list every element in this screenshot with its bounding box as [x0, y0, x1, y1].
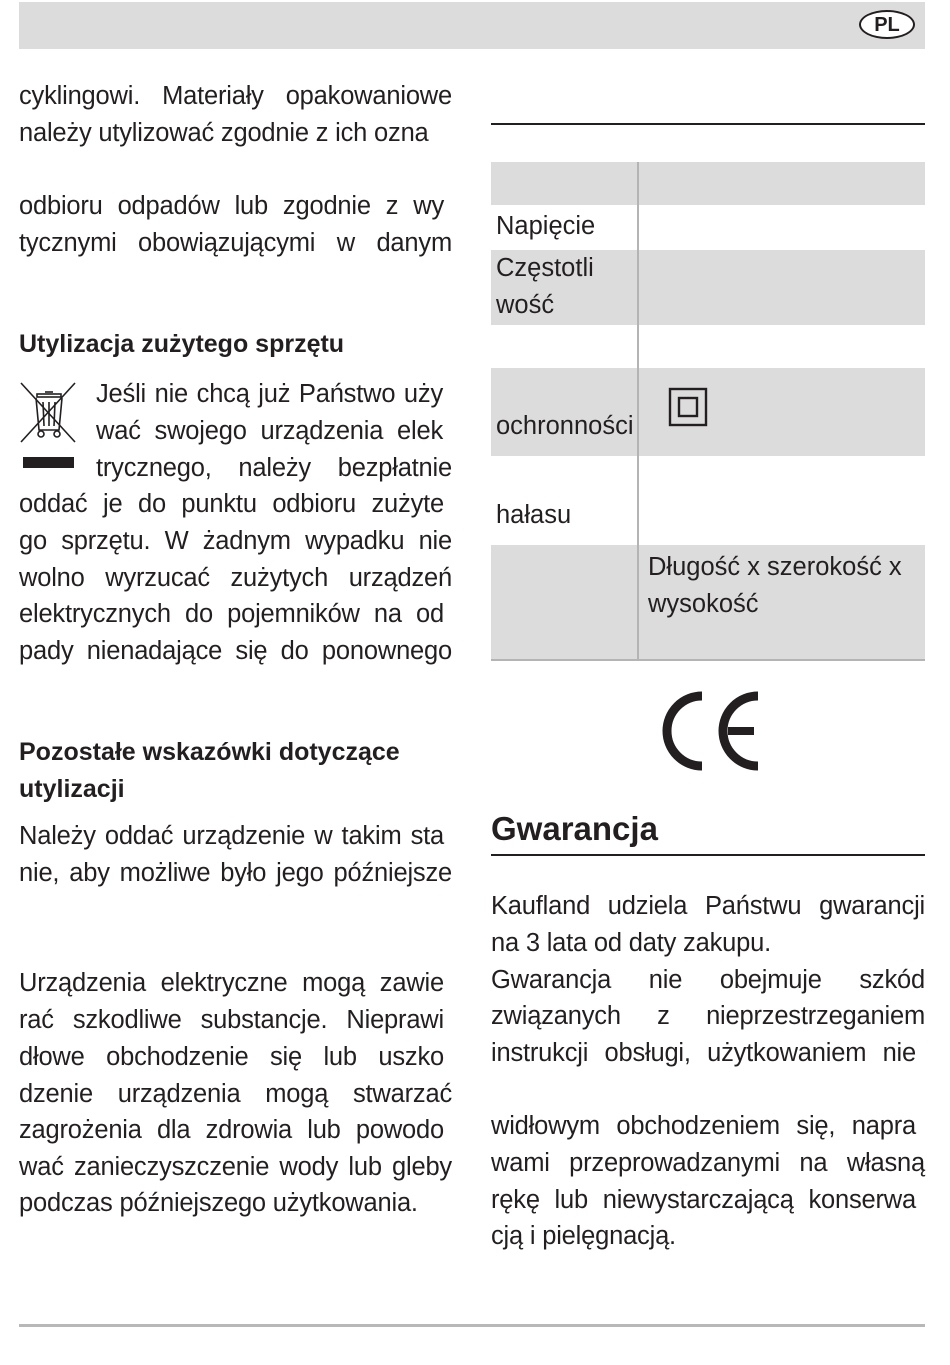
label-frequency: wość — [496, 291, 555, 319]
warranty-text-line: widłowym obchodzeniem się, napra — [491, 1112, 916, 1140]
warranty-text-line: Kaufland udziela Państwu gwarancji — [491, 892, 925, 920]
warranty-text-line: na 3 lata od daty zakupu. — [491, 929, 771, 957]
hazard-text-line: Urządzenia elektryczne mogą zawie — [19, 969, 444, 997]
warranty-text-line: wami przeprowadzanymi na własną — [491, 1149, 925, 1177]
disposal-text-line: pady nienadające się do ponownego — [19, 637, 452, 665]
label-noise: hałasu — [496, 501, 572, 529]
heading-other-disposal: utylizacji — [19, 775, 125, 803]
disposal-text-line: Jeśli nie chcą już Państwo uży — [96, 380, 443, 408]
hazard-text-line: dzenie urządzenia mogą stwarzać — [19, 1080, 452, 1108]
page-footer-rule — [19, 1324, 925, 1327]
packaging-text-line: tycznymi obowiązującymi w danym — [19, 229, 452, 257]
disposal-text-line: go sprzętu. W żadnym wypadku nie — [19, 527, 452, 555]
crossed-bin-icon — [19, 380, 77, 472]
heading-weee-disposal: Utylizacja zużytego sprzętu — [19, 330, 345, 358]
ce-mark-icon — [650, 689, 766, 773]
hazard-text-line: wać zanieczyszczenie wody lub gleby — [19, 1153, 452, 1181]
double-square-icon — [668, 387, 710, 429]
label-frequency: Częstotli — [496, 254, 594, 282]
hazard-text-line: podczas późniejszego użytkowania. — [19, 1189, 418, 1217]
disposal-text-line: wać swojego urządzenia elek — [96, 417, 443, 445]
warranty-text-line: cją i pielęgnacją. — [491, 1222, 676, 1250]
warranty-text-line: Gwarancja nie obejmuje szkód — [491, 966, 925, 994]
page-header-bar — [19, 2, 925, 49]
disposal-text-line: wolno wyrzucać zużytych urządzeń — [19, 564, 452, 592]
hazard-text-line: dłowe obchodzenie się lub uszko — [19, 1043, 444, 1071]
warranty-text-line: związanych z nieprzestrzeganiem — [491, 1002, 925, 1030]
warranty-text-line: rękę lub niewystarczającą konserwa — [491, 1186, 916, 1214]
value-dimensions: wysokość — [648, 590, 759, 618]
recycling-text-line: Należy oddać urządzenie w takim sta — [19, 822, 444, 850]
warranty-title: Gwarancja — [491, 810, 658, 847]
heading-other-disposal: Pozostałe wskazówki dotyczące — [19, 738, 400, 766]
warranty-text-line: instrukcji obsługi, użytkowaniem nie — [491, 1039, 916, 1067]
disposal-text-line: oddać je do punktu odbioru zużyte — [19, 490, 444, 518]
label-voltage: Napięcie — [496, 212, 596, 240]
label-protection-class: ochronności — [496, 412, 634, 440]
disposal-text-line: trycznego, należy bezpłatnie — [96, 454, 452, 482]
table-bottom-rule — [491, 659, 925, 661]
table-row-header — [491, 162, 925, 205]
recycling-text-line: nie, aby możliwe było jego późniejsze — [19, 859, 452, 887]
language-badge: PL — [859, 10, 915, 39]
packaging-text-line: odbioru odpadów lub zgodnie z wy — [19, 192, 444, 220]
table-column-divider — [637, 162, 639, 659]
packaging-text-line: należy utylizować zgodnie z ich ozna — [19, 119, 429, 147]
disposal-text-line: elektrycznych do pojemników na od — [19, 600, 444, 628]
hazard-text-line: rać szkodliwe substancje. Nieprawi — [19, 1006, 444, 1034]
value-dimensions: Długość x szerokość x — [648, 553, 902, 581]
packaging-text-line: cyklingowi. Materiały opakowaniowe — [19, 82, 452, 110]
hazard-text-line: zagrożenia dla zdrowia lub powodo — [19, 1116, 444, 1144]
warranty-title-rule — [491, 854, 925, 856]
table-top-rule — [491, 123, 925, 125]
